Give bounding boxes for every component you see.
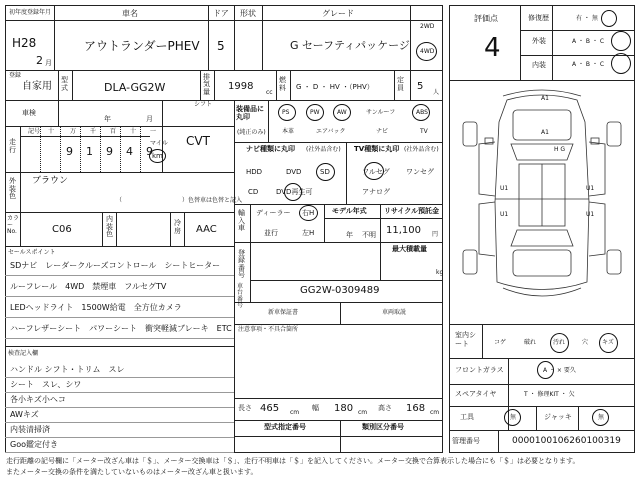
mileage-digit: 1 bbox=[86, 145, 93, 158]
doors-label: ドア bbox=[213, 9, 229, 18]
inspection-year-unit: 年 bbox=[104, 115, 111, 123]
recycle-label: リサイクル預託金 bbox=[384, 207, 440, 215]
sales-point-rule bbox=[5, 317, 234, 318]
shift-value: CVT bbox=[186, 134, 210, 148]
inspector-line: ハンドル シフト・トリム スレ bbox=[10, 365, 125, 374]
front-glass-label: フロントガラス bbox=[455, 366, 504, 374]
mileage-label: 走行 bbox=[9, 138, 16, 155]
reg-year-value: H28 bbox=[12, 36, 37, 50]
reg-month-value: 2 bbox=[36, 54, 43, 67]
mileage-digit-separator bbox=[120, 126, 121, 172]
reg-month-unit: 月 bbox=[45, 59, 52, 67]
inspector-rule bbox=[5, 437, 234, 438]
capacity-value: 5 bbox=[417, 81, 424, 92]
capacity-unit: 人 bbox=[433, 89, 440, 96]
mileage-digit: 9 bbox=[106, 145, 113, 158]
inspector-rule bbox=[5, 422, 234, 423]
model-year-unknown: 不明 bbox=[362, 231, 376, 239]
inspection-month-unit: 月 bbox=[146, 115, 153, 123]
category-no-label: 類別区分番号 bbox=[362, 423, 404, 431]
car-name-label: 車名 bbox=[122, 9, 138, 18]
import-parallel: 並行 bbox=[264, 229, 278, 237]
score-value: 4 bbox=[484, 33, 501, 63]
spare-options: T ・ 修理KIT ・ 欠 bbox=[524, 391, 575, 398]
recycle-value: 11,100 bbox=[386, 225, 421, 236]
exterior-grade-label: 外装 bbox=[532, 37, 546, 45]
exterior-grade-c-circle bbox=[611, 31, 631, 51]
length-label: 長さ bbox=[238, 404, 252, 412]
navi-dvd-play: DVD再生可 bbox=[276, 188, 313, 196]
import-dealer: ディーラー bbox=[256, 209, 291, 217]
seat-ana: 穴 bbox=[582, 339, 589, 346]
diagram-mark-center: H G bbox=[554, 146, 566, 153]
sales-point-line: LEDヘッドライト 1500W給電 全方位カメラ bbox=[10, 303, 182, 312]
seat-yogore: 汚れ bbox=[553, 339, 566, 346]
exterior-grade-options: A ・ B ・ C bbox=[572, 38, 605, 45]
diagram-mark-top: A1 bbox=[541, 95, 549, 102]
seat-kizu: キズ bbox=[602, 339, 614, 346]
inspector-label: 検査記入欄 bbox=[8, 350, 39, 357]
new-warranty: 新車保証書 bbox=[268, 309, 299, 316]
interior-color-label: 内装色 bbox=[106, 215, 113, 239]
navi-title: ナビ種類に丸印 bbox=[246, 145, 295, 153]
inspector-line: Goo鑑定付き bbox=[10, 440, 58, 449]
row2-marker-left: 登録 bbox=[9, 72, 22, 79]
mileage-digit-header: 百 bbox=[110, 128, 117, 135]
sales-point-line: ハーフレザーシート パワーシート 衝突軽減ブレーキ ETC bbox=[10, 324, 232, 333]
mileage-digit-separator bbox=[40, 126, 41, 172]
interior-grade-label: 内装 bbox=[532, 61, 546, 69]
cooler-label: 冷房 bbox=[174, 219, 181, 235]
spare-label: スペアタイヤ bbox=[455, 390, 497, 398]
color-no-value: C06 bbox=[52, 224, 72, 235]
mileage-digit-separator bbox=[100, 126, 101, 172]
sales-point-rule bbox=[5, 275, 234, 276]
tv-fullseg: フルセグ bbox=[362, 168, 390, 176]
footer-line2: またメーター交換の条件を満たしていないものはメーター改ざん車と扱います。 bbox=[6, 468, 258, 476]
displacement-value: 1998 bbox=[228, 81, 254, 92]
import-right-hand: 右H bbox=[302, 209, 315, 217]
seat-koge: コゲ bbox=[494, 339, 507, 346]
equipment-item: ナビ bbox=[376, 128, 389, 135]
navi-dvd: DVD bbox=[286, 168, 302, 176]
navi-sd: SD bbox=[320, 168, 330, 176]
chassis-label: 車台番号 bbox=[237, 283, 244, 309]
drive-2wd: 2WD bbox=[420, 23, 435, 30]
tv-oneseg: ワンセグ bbox=[406, 168, 434, 176]
mileage-digit-separator bbox=[140, 126, 141, 172]
sales-point-line: SDナビ レーダークルーズコントロール シートヒーター bbox=[10, 261, 221, 270]
reg-no-label: 登録番号 bbox=[238, 249, 245, 280]
inspector-rule bbox=[5, 392, 234, 393]
model-code: DLA-GG2W bbox=[104, 81, 166, 94]
exterior-note: （ ）色替車は色替と記入 bbox=[116, 197, 243, 204]
equipment-item: エアバック bbox=[316, 128, 346, 135]
repair-label: 修復歴 bbox=[528, 14, 549, 22]
repair-none-circle bbox=[601, 10, 617, 27]
max-load-kg: kg bbox=[436, 269, 444, 276]
navi-note: (社外品含む) bbox=[306, 146, 341, 153]
diagram-mark-right2: U1 bbox=[586, 211, 595, 218]
sales-points-label: セールスポイント bbox=[8, 249, 56, 256]
model-year-unit: 年 bbox=[346, 231, 353, 239]
grade-value: G セーフティパッケージ bbox=[290, 39, 410, 52]
width-value: 180 bbox=[334, 403, 354, 414]
equipment-item: PW bbox=[310, 109, 320, 116]
shift-label: シフト bbox=[194, 101, 213, 108]
exterior-label: 外装色 bbox=[9, 177, 16, 201]
diagram-mark-left2: U1 bbox=[500, 211, 509, 218]
fuel-label: 燃料 bbox=[279, 76, 286, 92]
jack-label: ジャッキ bbox=[544, 413, 572, 421]
equipment-subtitle: (純正のみ) bbox=[237, 129, 266, 136]
chassis-value: GG2W-0309489 bbox=[300, 285, 380, 296]
score-label: 評価点 bbox=[474, 14, 498, 23]
diagram-mark-right1: U1 bbox=[586, 185, 595, 192]
height-value: 168 bbox=[406, 403, 426, 414]
equipment-item: AW bbox=[337, 109, 347, 116]
km-label: km bbox=[152, 152, 163, 160]
equipment-item: TV bbox=[420, 128, 428, 135]
tv-note: (社外品含む) bbox=[404, 146, 439, 153]
jack-value: 無 bbox=[598, 414, 605, 421]
inspector-rule bbox=[5, 452, 234, 453]
type-label: 型式 bbox=[61, 76, 68, 92]
interior-grade-options: A ・ B ・ C bbox=[572, 61, 605, 68]
displacement-label: 排気量 bbox=[203, 73, 210, 96]
navi-hdd: HDD bbox=[246, 168, 263, 176]
height-label: 高さ bbox=[378, 404, 392, 412]
mileage-digit-header: 一 bbox=[150, 128, 157, 135]
length-value: 465 bbox=[260, 403, 280, 414]
capacity-label: 定員 bbox=[397, 76, 404, 92]
grade-label: グレード bbox=[322, 9, 354, 18]
repair-options: 有 ・ 無 bbox=[576, 15, 598, 22]
front-glass-options: A ・ × 要久 bbox=[543, 367, 576, 374]
tools-value: 無 bbox=[510, 414, 517, 421]
mile-label: マイル bbox=[150, 140, 168, 147]
inspector-line: 内装清掃済 bbox=[10, 425, 50, 434]
cc-unit: cc bbox=[266, 89, 273, 96]
inspection-label: 車検 bbox=[22, 109, 36, 117]
mileage-digit-header: 十 bbox=[48, 128, 55, 135]
tv-analog: アナログ bbox=[362, 188, 390, 196]
max-load-label: 最大積載量 bbox=[392, 245, 427, 253]
cooler-value: AAC bbox=[196, 224, 217, 235]
inspector-line: シート スレ、シワ bbox=[10, 380, 82, 389]
recycle-yen: 円 bbox=[432, 231, 439, 238]
usage-value: 自家用 bbox=[22, 81, 52, 92]
model-year-label: モデル年式 bbox=[332, 207, 367, 215]
length-unit: cm bbox=[290, 409, 300, 416]
mileage-digit-separator bbox=[60, 126, 61, 172]
footer-line1: 走行距離の記号欄に「メーター改ざん車は「＄」、メーター交換車は「＄」、走行不明車は「＄」を記入してください。メーター交換で合算表示した場合にも「＄」は必要となります。 bbox=[6, 457, 580, 465]
import-label: 輸入車 bbox=[238, 209, 245, 233]
import-left-hand: 左H bbox=[302, 229, 315, 237]
car-damage-diagram bbox=[449, 82, 635, 322]
fuel-options: G ・ D ・ HV ・（PHV） bbox=[296, 83, 374, 91]
reg-year-label: 初年度登録年月 bbox=[9, 9, 52, 16]
diagram-mark-front: A1 bbox=[541, 129, 549, 136]
mileage-digit-header: 万 bbox=[70, 128, 77, 135]
notes-label: 注意事項・不具合箇所 bbox=[238, 326, 299, 333]
doors-value: 5 bbox=[217, 39, 225, 53]
mgmt-label: 管理番号 bbox=[452, 437, 480, 445]
height-unit: cm bbox=[430, 409, 440, 416]
shape-label: 形状 bbox=[240, 9, 256, 18]
mileage-digit-separator bbox=[80, 126, 81, 172]
inspector-rule bbox=[5, 407, 234, 408]
mileage-digit-header: 記号 bbox=[28, 128, 41, 135]
car-name-value: アウトランダーPHEV bbox=[84, 39, 200, 53]
mileage-digit: 9 bbox=[66, 145, 73, 158]
sales-point-line: ルーフレール 4WD 禁煙車 フルセグTV bbox=[10, 282, 167, 291]
seat-yabure: 破れ bbox=[524, 339, 537, 346]
equipment-title: 装備品に丸印 bbox=[236, 105, 264, 122]
drive-4wd: 4WD bbox=[420, 48, 435, 55]
tv-title: TV種類に丸印 bbox=[354, 145, 400, 153]
sales-point-rule bbox=[5, 296, 234, 297]
tools-label: 工具 bbox=[460, 413, 474, 421]
width-unit: cm bbox=[358, 409, 368, 416]
mgmt-value: 0000100106260100319 bbox=[512, 436, 621, 446]
mileage-digit: 4 bbox=[126, 145, 133, 158]
mileage-digit-header: 十 bbox=[130, 128, 137, 135]
inspector-rule bbox=[5, 377, 234, 378]
color-no-label: カラーNo. bbox=[7, 215, 20, 236]
type-designation-label: 型式指定番号 bbox=[264, 423, 306, 431]
width-label: 幅 bbox=[312, 404, 319, 412]
navi-cd: CD bbox=[248, 188, 259, 196]
mileage-digit-header: 千 bbox=[90, 128, 97, 135]
equipment-item: 本革 bbox=[282, 128, 295, 135]
diagram-mark-left1: U1 bbox=[500, 185, 509, 192]
owner-manual: 車両取説 bbox=[382, 309, 407, 316]
equipment-item: ABS bbox=[416, 109, 428, 116]
inspector-line: AWキズ bbox=[10, 410, 39, 419]
mileage-digit: 9 bbox=[146, 145, 153, 158]
seat-label: 室内シート bbox=[455, 331, 476, 349]
sales-point-rule bbox=[5, 338, 234, 339]
equipment-item: サンルーフ bbox=[366, 109, 396, 116]
exterior-value: ブラウン bbox=[32, 176, 69, 186]
interior-grade-c-circle bbox=[611, 53, 631, 74]
inspector-line: 各小キズ小ヘコ bbox=[10, 395, 66, 404]
equipment-item: PS bbox=[282, 109, 290, 116]
